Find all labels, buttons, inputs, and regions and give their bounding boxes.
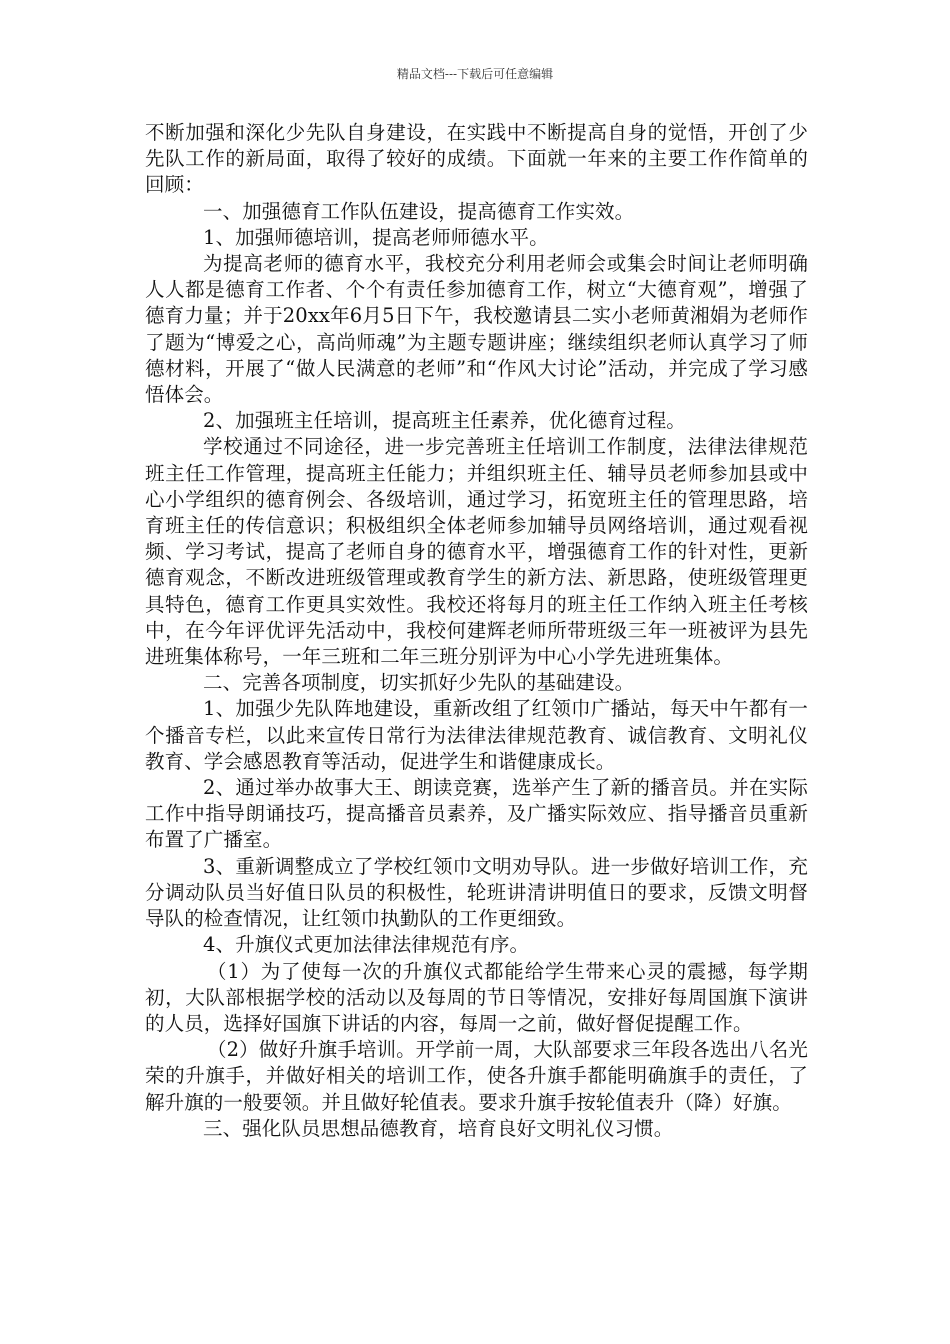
section-heading: 二、完善各项制度，切实抓好少先队的基础建设。: [203, 671, 635, 695]
paragraph: 为提高老师的德育水平，我校充分利用老师会或集会时间让老师明确人人都是德育工作者、个个有责任参加德育工作，树立“大德育观”，增强了德育力量；并于20xx年6月5日下午，我校邀请县二实小老师黄湘娟为老师作了题为“博爱之心，高尚师魂”为主题专题讲座；继续组织老师认真学习了师德材料，开展了“做人民满意的老师”和“作风大讨论”活动，并完成了学习感悟体会。: [145, 252, 808, 407]
paragraph: （1）为了使每一次的升旗仪式都能给学生带来心灵的震撼，每学期初，大队部根据学校的活动以及每周的节日等情况，安排好每周国旗下演讲的人员，选择好国旗下讲话的内容，每周一之前，做好督促提醒工作。: [145, 959, 808, 1035]
paragraph: 不断加强和深化少先队自身建设，在实践中不断提高自身的觉悟，开创了少先队工作的新局面，取得了较好的成绩。下面就一年来的主要工作作简单的回顾：: [145, 121, 808, 197]
paragraph: 1、加强少先队阵地建设，重新改组了红领巾广播站，每天中午都有一个播音专栏，以此来宣传日常行为法律法律规范教育、诚信教育、文明礼仪教育、学会感恩教育等活动，促进学生和谐健康成长。: [145, 697, 808, 773]
paragraph: 3、重新调整成立了学校红领巾文明劝导队。进一步做好培训工作，充分调动队员当好值日队员的积极性，轮班讲清讲明值日的要求，反馈文明督导队的检查情况，让红领巾执勤队的工作更细致。: [145, 854, 808, 931]
document-body: [145, 120, 808, 1142]
page-header: 精品文档---下载后可任意编辑: [396, 67, 554, 81]
paragraph: 学校通过不同途径，进一步完善班主任培训工作制度，法律法律规范班主任工作管理，提高班主任能力；并组织班主任、辅导员老师参加县或中心小学组织的德育例会、各级培训，通过学习，拓宽班主任的管理思路，培育班主任的传信意识；积极组织全体老师参加辅导员网络培训，通过观看视频、学习考试，提高了老师自身的德育水平，增强德育工作的针对性，更新德育观念，不断改进班级管理或教育学生的新方法、新思路，使班级管理更具特色，德育工作更具实效性。我校还将每月的班主任工作纳入班主任考核中，在今年评优评先活动中，我校何建辉老师所带班级三年一班被评为县先进班集体称号，一年三班和二年三班分别评为中心小学先进班集体。: [145, 435, 808, 669]
subsection-heading: 2、加强班主任培训，提高班主任素养，优化德育过程。: [203, 409, 686, 433]
paragraph: 2、通过举办故事大王、朗读竞赛，选举产生了新的播音员。并在实际工作中指导朗诵技巧，提高播音员素养，及广播实际效应、指导播音员重新布置了广播室。: [145, 776, 808, 852]
subsection-heading: 1、加强师德培训，提高老师师德水平。: [203, 225, 549, 249]
subsection-heading: 4、升旗仪式更加法律法律规范有序。: [203, 933, 530, 957]
section-heading: 一、加强德育工作队伍建设，提高德育工作实效。: [203, 199, 635, 223]
paragraph: （2）做好升旗手培训。开学前一周，大队部要求三年段各选出八名光荣的升旗手，并做好相关的培训工作，使各升旗手都能明确旗手的责任，了解升旗的一般要领。并且做好轮值表。要求升旗手按轮值表升（降）好旗。: [145, 1038, 808, 1114]
section-heading: 三、强化队员思想品德教育，培育良好文明礼仪习惯。: [203, 1116, 674, 1140]
